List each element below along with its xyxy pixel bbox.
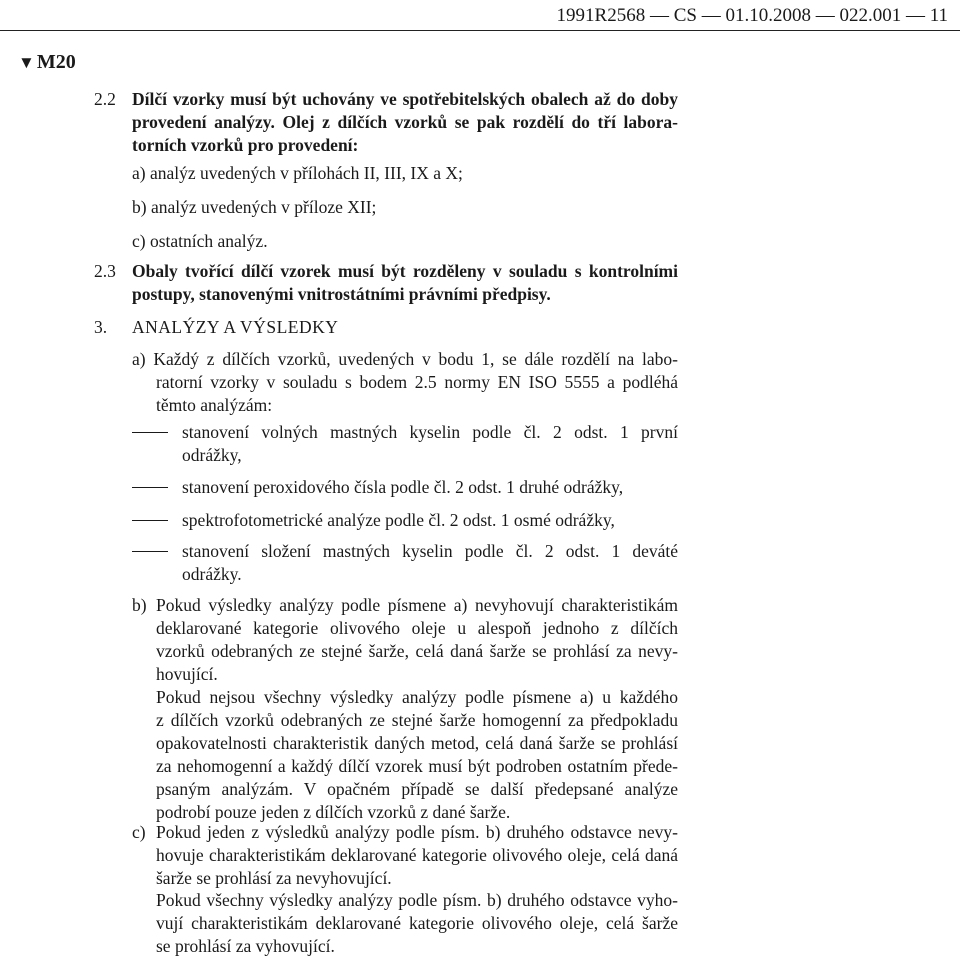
section-2-3-number: 2.3 bbox=[94, 261, 116, 281]
amendment-marker bbox=[18, 50, 76, 75]
section-3-item-c-letter: c) bbox=[132, 822, 146, 842]
section-3-item-c-para-2: Pokud všechny výsledky analýzy podle písm. b) druhého odstavce vyho- vují charakteristikám deklarované kategorie olivového oleje, celá šarže se prohlásí za vyhovující. bbox=[156, 890, 678, 956]
analysis-dash-item: stanovení složení mastných kyselin podle čl. 2 odst. 1 deváté odrážky. bbox=[132, 540, 678, 586]
section-2-3-text: Obaly tvořící dílčí vzorek musí být rozděleny v souladu s kontrolními postupy, stanovenými vnitrostátními právními předpisy. bbox=[132, 261, 678, 304]
dash-bullet-icon bbox=[132, 520, 168, 521]
header-reference: 1991R2568 — CS — 01.10.2008 — 022.001 — 11 bbox=[556, 5, 948, 26]
section-2-2-item-c: c) ostatních analýz. bbox=[132, 231, 268, 251]
section-2-2-item-b: b) analýz uvedených v příloze XII; bbox=[132, 197, 377, 217]
section-3-item-c-para-1: Pokud jeden z výsledků analýzy podle písm. b) druhého odstavce nevy- hovuje charakteristikám deklarované kategorie olivového oleje, celá daná šarže se prohlásí za nevyhovující. bbox=[156, 822, 678, 888]
document-header bbox=[0, 0, 960, 31]
section-3-item-b-letter: b) bbox=[132, 595, 147, 615]
dash-bullet-icon bbox=[132, 432, 168, 433]
amendment-label: M20 bbox=[36, 51, 76, 73]
dash-bullet-icon bbox=[132, 487, 168, 488]
section-2-2-item-a: a) analýz uvedených v přílohách II, III, IX a X; bbox=[132, 163, 463, 183]
analysis-dash-item: spektrofotometrické analýze podle čl. 2 odst. 1 osmé odrážky, bbox=[132, 509, 678, 532]
dash-bullet-icon bbox=[132, 551, 168, 552]
section-3-item-b-para-2: Pokud nejsou všechny výsledky analýzy podle písmene a) u každého z dílčích vzorků odebraných ze stejné šarže homogenní za předpokladu opakovatelnosti charakteristik daných metod, celá daná šarže se prohlásí za nehomogenní a každý dílčí vzorek musí být podroben ostatním přede- psaným analýzám. V opačném případě se další předepsané analýze podrobí pouze jeden z dílčích vzorků z dané šarže. bbox=[156, 687, 678, 822]
section-3-number: 3. bbox=[94, 317, 108, 337]
section-2-2-number: 2.2 bbox=[94, 89, 116, 109]
section-3-item-b-para-1: Pokud výsledky analýzy podle písmene a) nevyhovují charakteristikám deklarované kategorie olivového oleje u alespoň jednoho z dílčích vzorků odebraných ze stejné šarže, celá daná šarže se prohlásí za nevy- hovující. bbox=[156, 595, 678, 684]
triangle-down-icon: ▼ bbox=[18, 53, 35, 72]
analysis-dash-item: stanovení volných mastných kyselin podle čl. 2 odst. 1 první odrážky, bbox=[132, 421, 678, 467]
analysis-dash-item: stanovení peroxidového čísla podle čl. 2 odst. 1 druhé odrážky, bbox=[132, 476, 678, 499]
section-3-item-a: a) Každý z dílčích vzorků, uvedených v bodu 1, se dále rozdělí na labo- ratorní vzorky v souladu s bodem 2.5 normy EN ISO 5555 a podléhá těmto analýzám: bbox=[132, 349, 678, 415]
section-2-2-text: Dílčí vzorky musí být uchovány ve spotřebitelských obalech až do doby provedení analýzy. Olej z dílčích vzorků se pak rozdělí do tří labora- torních vzorků pro provedení: bbox=[132, 89, 678, 155]
section-3-title: ANALÝZY A VÝSLEDKY bbox=[132, 317, 339, 337]
